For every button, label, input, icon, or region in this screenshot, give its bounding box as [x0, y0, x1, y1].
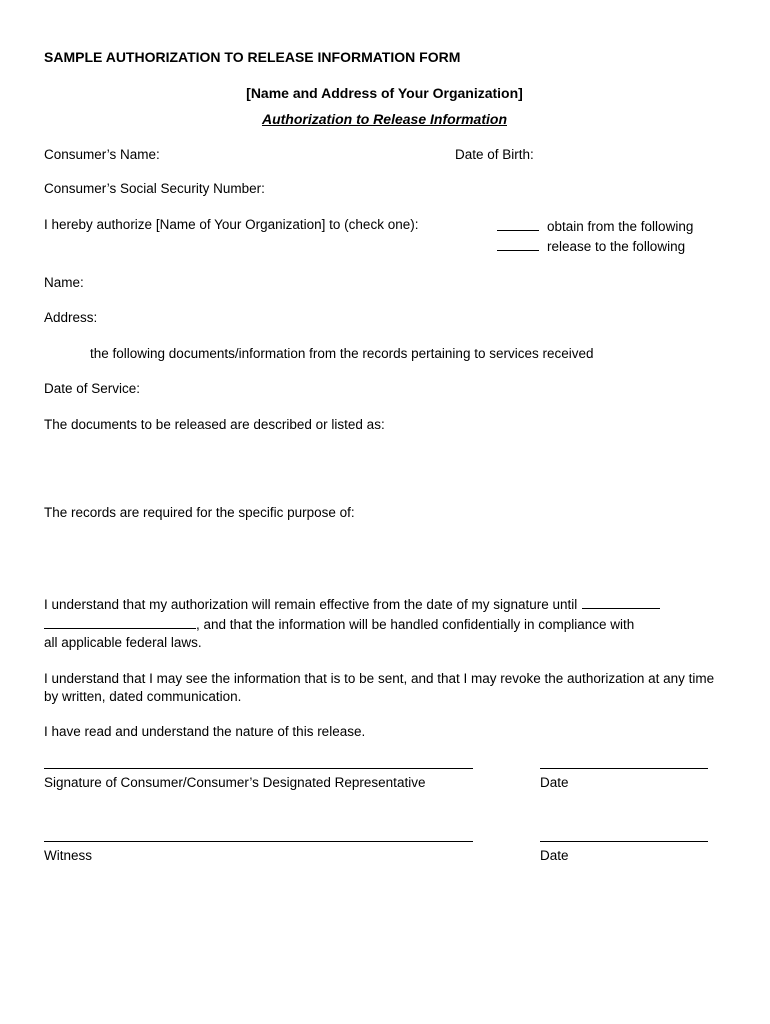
signature-row-gap	[473, 768, 540, 792]
date-of-birth-label: Date of Birth:	[455, 147, 534, 162]
effective-statement-line1	[44, 594, 725, 614]
name-label: Name:	[44, 275, 84, 290]
witness-line	[44, 841, 473, 865]
until-blank	[582, 594, 660, 609]
effective-statement-line2	[44, 614, 725, 634]
acknowledge-statement: I have read and understand the nature of this release.	[44, 724, 366, 739]
ssn-label: Consumer’s Social Security Number:	[44, 181, 265, 196]
witness-label: Witness	[44, 848, 93, 863]
effective-statement	[44, 594, 725, 652]
check-options	[497, 216, 693, 256]
check-option-release	[497, 236, 693, 256]
address-label: Address:	[44, 310, 98, 325]
signature-row	[44, 768, 725, 792]
check-option-obtain	[497, 216, 693, 236]
witness-row	[44, 841, 725, 865]
date-of-service-label: Date of Service:	[44, 381, 141, 396]
effective-statement-text2: , and that the information will be handled confidentially in compliance with	[196, 617, 635, 632]
documents-described-label: The documents to be released are described or listed as:	[44, 417, 385, 432]
form-subtitle: Authorization to Release Information	[261, 111, 507, 127]
effective-statement-text1: I understand that my authorization will remain effective from the date of my signature until	[44, 597, 578, 612]
revoke-statement: I understand that I may see the information that is to be sent, and that I may revoke the authorization at any time by written, dated communication.	[44, 671, 715, 704]
records-purpose-label: The records are required for the specific purpose of:	[44, 505, 355, 520]
signature-line	[44, 768, 473, 792]
witness-date-label: Date	[540, 848, 569, 863]
signature-date-line	[540, 768, 708, 792]
following-documents-text: the following documents/information from the records pertaining to services received	[90, 346, 594, 361]
check-option-release-label: release to the following	[547, 239, 686, 254]
org-name-line: [Name and Address of Your Organization]	[246, 85, 523, 101]
authorize-row	[44, 216, 725, 256]
consumer-name-row	[44, 146, 725, 164]
signature-date-label: Date	[540, 775, 569, 790]
consumer-name-label: Consumer’s Name:	[44, 147, 160, 162]
witness-date-line	[540, 841, 708, 865]
check-option-obtain-label: obtain from the following	[547, 219, 694, 234]
check-blank-obtain	[497, 216, 539, 231]
signature-label: Signature of Consumer/Consumer’s Designated Representative	[44, 775, 426, 790]
authorize-statement: I hereby authorize [Name of Your Organization] to (check one):	[44, 217, 419, 232]
date-continuation-blank	[44, 614, 196, 629]
witness-row-gap	[473, 841, 540, 865]
check-blank-release	[497, 236, 539, 251]
effective-statement-line3: all applicable federal laws.	[44, 635, 202, 650]
form-title: SAMPLE AUTHORIZATION TO RELEASE INFORMATION FORM	[44, 49, 461, 65]
